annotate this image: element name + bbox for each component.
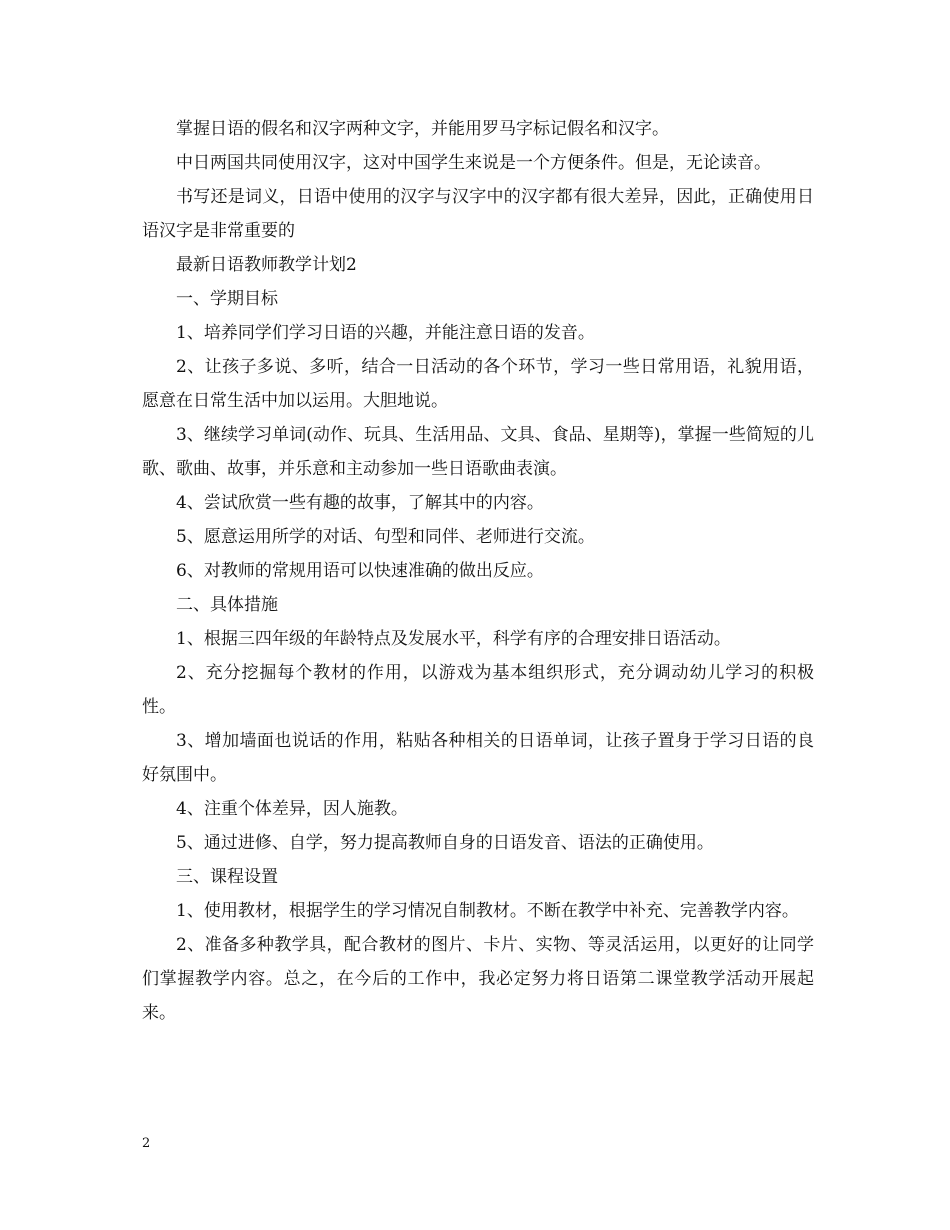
paragraph: 中日两国共同使用汉字，这对中国学生来说是一个方便条件。但是，无论读音。 [176,153,771,173]
document-body [142,112,814,1030]
list-item: 3、继续学习单词(动作、玩具、生活用品、文具、食品、星期等)，掌握一些简短的儿歌、歌曲、故事，并乐意和主动参加一些日语歌曲表演。 [142,425,814,479]
page-number: 2 [142,1136,151,1151]
section-heading: 一、学期目标 [176,289,278,309]
list-item: 3、增加墙面也说话的作用，粘贴各种相关的日语单词，让孩子置身于学习日语的良好氛围中。 [142,731,814,785]
paragraph: 掌握日语的假名和汉字两种文字，并能用罗马字标记假名和汉字。 [176,119,669,139]
list-item: 5、通过进修、自学，努力提高教师自身的日语发音、语法的正确使用。 [176,833,714,853]
section-heading: 二、具体措施 [176,595,278,615]
list-item: 5、愿意运用所学的对话、句型和同伴、老师进行交流。 [176,527,595,547]
list-item: 4、尝试欣赏一些有趣的故事，了解其中的内容。 [176,493,544,513]
list-item: 2、准备多种教学具，配合教材的图片、卡片、实物、等灵活运用，以更好的让同学们掌握教学内容。总之，在今后的工作中，我必定努力将日语第二课堂教学活动开展起来。 [142,935,814,1023]
list-item: 2、让孩子多说、多听，结合一日活动的各个环节，学习一些日常用语，礼貌用语，愿意在日常生活中加以运用。大胆地说。 [142,357,814,411]
list-item: 2、充分挖掘每个教材的作用，以游戏为基本组织形式，充分调动幼儿学习的积极性。 [142,663,814,717]
list-item: 1、根据三四年级的年龄特点及发展水平，科学有序的合理安排日语活动。 [176,629,731,649]
section-heading: 三、课程设置 [176,867,278,887]
list-item: 1、使用教材，根据学生的学习情况自制教材。不断在教学中补充、完善教学内容。 [176,901,799,921]
list-item: 4、注重个体差异，因人施教。 [176,799,408,819]
list-item: 1、培养同学们学习日语的兴趣，并能注意日语的发音。 [176,323,595,343]
section-title: 最新日语教师教学计划2 [176,255,357,275]
list-item: 6、对教师的常规用语可以快速准确的做出反应。 [176,561,544,581]
paragraph: 书写还是词义，日语中使用的汉字与汉字中的汉字都有很大差异，因此，正确使用日语汉字是非常重要的 [142,187,814,241]
